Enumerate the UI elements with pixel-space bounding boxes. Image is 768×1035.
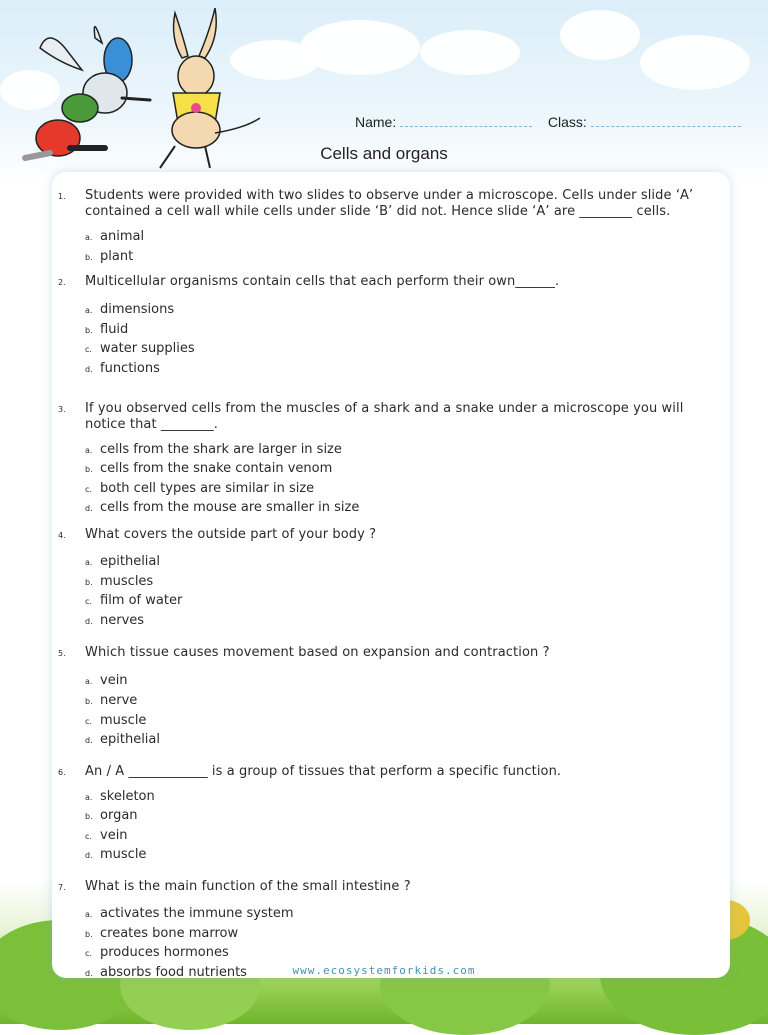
option-letter: d. xyxy=(85,736,93,746)
class-label: Class: xyxy=(547,114,587,130)
page-title: Cells and organs xyxy=(320,144,448,163)
option-text: film of water xyxy=(100,593,183,609)
cloud xyxy=(640,35,750,90)
option-text: epithelial xyxy=(100,553,160,569)
option[interactable] xyxy=(85,480,708,500)
option[interactable] xyxy=(85,228,708,248)
question-text: Which tissue causes movement based on expansion and contraction ? xyxy=(85,645,550,661)
option-text: fluid xyxy=(100,321,129,337)
option-letter: b. xyxy=(85,325,93,335)
question-text: If you observed cells from the muscles of a shark and a snake under a microscope you will notice that ________. xyxy=(85,400,684,432)
option[interactable] xyxy=(85,248,708,268)
question-3 xyxy=(58,401,708,519)
option-letter: a. xyxy=(85,233,93,242)
option[interactable] xyxy=(85,553,708,573)
option[interactable] xyxy=(85,612,708,632)
option[interactable] xyxy=(85,499,708,519)
option-text: creates bone marrow xyxy=(100,925,239,941)
option-letter: c. xyxy=(85,597,92,607)
option-text: water supplies xyxy=(100,341,195,357)
option-letter: a. xyxy=(85,445,93,455)
question-text: What covers the outside part of your body ? xyxy=(85,526,377,542)
option[interactable] xyxy=(85,340,708,360)
option-text: nerve xyxy=(100,692,138,708)
option-text: activates the immune system xyxy=(100,906,294,922)
question-text: Multicellular organisms contain cells that each perform their own______. xyxy=(85,274,560,290)
option-text: muscle xyxy=(100,847,147,863)
question-number: 3. xyxy=(58,404,66,414)
question-text: An / A ____________ is a group of tissues that perform a specific function. xyxy=(85,763,562,779)
question-4 xyxy=(58,527,708,631)
option-letter: b. xyxy=(85,929,93,939)
name-class-fields xyxy=(355,112,741,130)
option-letter: d. xyxy=(85,851,93,861)
option[interactable] xyxy=(85,360,708,380)
cloud xyxy=(420,30,520,75)
option[interactable] xyxy=(85,827,708,847)
option[interactable] xyxy=(85,592,708,612)
option[interactable] xyxy=(85,301,708,321)
name-label: Name: xyxy=(355,114,397,130)
option-text: cells from the snake contain venom xyxy=(100,461,333,477)
option-text: vein xyxy=(100,827,128,843)
footer-url[interactable]: www.ecosystemforkids.com xyxy=(292,964,476,977)
question-list xyxy=(58,188,708,983)
option[interactable] xyxy=(85,905,708,925)
option[interactable] xyxy=(85,846,708,866)
option-letter: b. xyxy=(85,465,93,475)
class-input-line[interactable] xyxy=(591,112,741,127)
option-letter: a. xyxy=(85,306,93,316)
grey-rabbit-icon xyxy=(25,27,150,158)
option[interactable] xyxy=(85,321,708,341)
option-letter: a. xyxy=(85,910,93,920)
question-2 xyxy=(58,274,708,379)
question-number: 2. xyxy=(58,278,66,288)
option[interactable] xyxy=(85,692,708,712)
option[interactable] xyxy=(85,712,708,732)
question-number: 6. xyxy=(58,767,66,777)
option-text: epithelial xyxy=(100,732,160,748)
option-text: dimensions xyxy=(100,302,175,318)
option-text: animal xyxy=(100,229,145,244)
question-number: 7. xyxy=(58,883,66,893)
cloud xyxy=(300,20,420,75)
option-text: skeleton xyxy=(100,788,155,804)
option-letter: b. xyxy=(85,696,93,706)
option-letter: c. xyxy=(85,949,92,959)
question-number: 1. xyxy=(58,192,66,201)
option[interactable] xyxy=(85,573,708,593)
option-text: organ xyxy=(100,808,138,824)
question-6 xyxy=(58,764,708,866)
option-text: produces hormones xyxy=(100,945,229,961)
option-letter: a. xyxy=(85,557,93,567)
option-letter: b. xyxy=(85,252,93,262)
question-1 xyxy=(58,188,708,267)
option-text: muscles xyxy=(100,573,154,589)
option[interactable] xyxy=(85,731,708,751)
question-text: What is the main function of the small intestine ? xyxy=(85,879,411,895)
option-text: absorbs food nutrients xyxy=(100,964,247,980)
option-letter: a. xyxy=(85,677,93,687)
option[interactable] xyxy=(85,441,708,461)
option-text: plant xyxy=(100,248,134,264)
option-letter: d. xyxy=(85,968,93,978)
option-letter: d. xyxy=(85,364,93,374)
option[interactable] xyxy=(85,788,708,808)
option-letter: d. xyxy=(85,616,93,626)
option-letter: d. xyxy=(85,504,93,514)
name-input-line[interactable] xyxy=(400,112,532,127)
option-letter: b. xyxy=(85,577,93,587)
question-number: 5. xyxy=(58,649,66,659)
option-letter: c. xyxy=(85,484,92,494)
question-5 xyxy=(58,645,708,750)
option[interactable] xyxy=(85,460,708,480)
option-letter: c. xyxy=(85,345,92,355)
cloud xyxy=(560,10,640,60)
option-text: nerves xyxy=(100,612,145,628)
option[interactable] xyxy=(85,944,708,964)
option-letter: c. xyxy=(85,716,92,726)
option-text: vein xyxy=(100,673,128,689)
option[interactable] xyxy=(85,925,708,945)
option-text: functions xyxy=(100,360,160,376)
question-number: 4. xyxy=(58,530,66,540)
option-letter: c. xyxy=(85,831,92,841)
option-text: cells from the mouse are smaller in size xyxy=(100,500,360,516)
option-letter: a. xyxy=(85,792,93,802)
option-text: cells from the shark are larger in size xyxy=(100,441,342,457)
option-text: both cell types are similar in size xyxy=(100,480,315,496)
option[interactable] xyxy=(85,807,708,827)
question-text: Students were provided with two slides to observe under a microscope. Cells under slide ‘A’ contained a cell wall while cells under slide ‘B’ did not. Hence slide ‘A’ are ________ cells. xyxy=(85,188,694,219)
option-text: muscle xyxy=(100,712,147,728)
option[interactable] xyxy=(85,672,708,692)
option-letter: b. xyxy=(85,812,93,822)
